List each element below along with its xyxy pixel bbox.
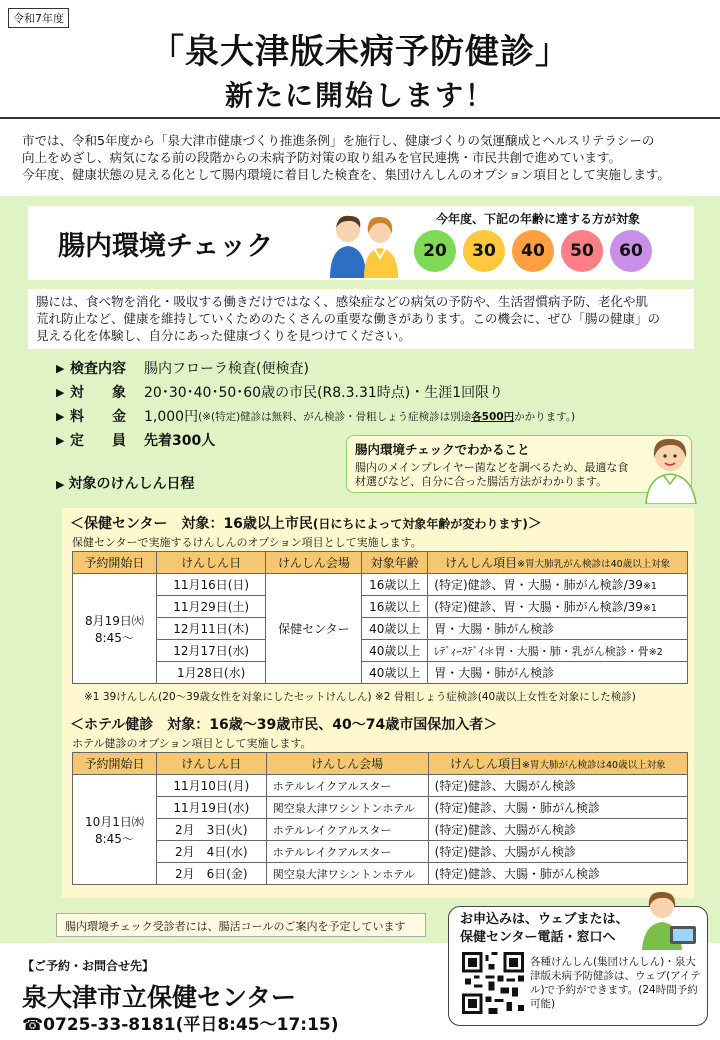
reservation-start-time: 8:45～ [94, 630, 134, 645]
exam-items-text: 胃・大腸・肺がん検診 [434, 666, 555, 680]
exam-venue: 関空泉大津ワシントンホテル [266, 863, 428, 885]
intro-line: 今年度、健康状態の見える化として腸内環境に着目した検査を、集団けんしんのオプション項目として実施します。 [22, 167, 670, 182]
exam-items-mark: ※1 [642, 581, 657, 592]
exam-items [428, 662, 688, 684]
hotel-table [72, 752, 688, 885]
hotel-note: ホテル健診のオプション項目として実施します。 [72, 737, 312, 750]
fee-note-amount: 各500円 [471, 410, 515, 423]
page-subtitle: 新たに開始します！ [224, 79, 495, 112]
gut-health-description [28, 289, 694, 349]
exam-items: (特定)健診、大腸がん検診 [428, 775, 687, 797]
target-age: 40歳以上 [362, 662, 428, 684]
contact-phone[interactable]: ☎0725-33-8181(平日8:45～17:15) [22, 1015, 339, 1035]
fee-note: (※(特定)健診は無料、がん検診・骨粗しょう症検診は別途 [198, 410, 472, 423]
exam-items-text: ﾚﾃﾞｨｰｽﾃﾞｲ＊胃・大腸・肺・乳がん検診・骨 [434, 644, 649, 658]
exam-venue: ホテルレイクアルスター [266, 775, 428, 797]
table-row [73, 662, 688, 684]
column-header: けんしん会場 [266, 753, 428, 775]
arrow-icon: ▶ [56, 361, 65, 375]
exam-date: 1月28日(水) [156, 662, 266, 684]
column-header-text: けんしん項目 [450, 757, 523, 771]
column-header: けんしん日 [156, 753, 266, 775]
reservation-start-cell [73, 775, 157, 885]
laptop-person-icon [636, 886, 700, 950]
arrow-icon: ▶ [56, 478, 65, 491]
gut-call-notice: 腸内環境チェック受診者には、腸活コールのご案内を予定しています [56, 913, 426, 937]
table-row [73, 819, 688, 841]
nurse-illustration-icon [640, 432, 704, 504]
exam-date: 11月19日(水) [156, 797, 266, 819]
schedule-heading [56, 473, 194, 493]
age-circle-60: 60 [610, 230, 652, 272]
health-center-title-note: (日にちによって対象年齢が変わります) [312, 517, 528, 531]
table-row [73, 640, 688, 662]
info-value: 先着300人 [144, 433, 216, 449]
target-age: 16歳以上 [362, 574, 428, 596]
bubble-title: 腸内環境チェックでわかること [355, 442, 530, 457]
health-center-heading [70, 513, 542, 533]
table-header-row [73, 552, 688, 574]
info-key: 料 金 [70, 409, 126, 425]
health-center-footnote: ※1 39けんしん(20～39歳女性を対象にしたセットけんしん) ※2 骨粗しょう症検診(40歳以上女性を対象にした検診) [84, 691, 636, 703]
reservation-start-date: 8月19日㈫ [84, 613, 144, 628]
table-row [73, 775, 688, 797]
exam-date: 12月17日(水) [156, 640, 266, 662]
table-row [73, 618, 688, 640]
table-header-row [73, 753, 688, 775]
reservation-start-time: 8:45～ [94, 831, 134, 846]
intro-line: 市では、令和5年度から「泉大津市健康づくり推進条例」を施行し、健康づくりの気運醸成とヘルスリテラシーの [22, 133, 655, 148]
table-row [73, 841, 688, 863]
exam-venue: ホテルレイクアルスター [266, 819, 428, 841]
application-heading-line: 保健センター電話・窓口へ [460, 930, 616, 945]
description-line: 見える化を体験し、自分にあった健康づくりを見つけてください。 [36, 328, 411, 343]
info-row-fee [56, 404, 696, 428]
info-row-exam [56, 356, 696, 380]
description-line: 腸には、食べ物を消化・吸収する働きだけではなく、感染症などの病気の予防や、生活習慣病予防、老化や肌 [36, 294, 649, 309]
exam-items: (特定)健診、大腸がん検診 [428, 819, 687, 841]
info-value: 腸内フローラ検査(便検査) [144, 361, 309, 377]
exam-items: (特定)健診、大腸・肺がん検診 [428, 797, 687, 819]
age-circle-20: 20 [414, 230, 456, 272]
exam-date: 11月29日(土) [156, 596, 266, 618]
column-header-text: けんしん項目 [445, 556, 518, 570]
application-heading-line: お申込みは、ウェブまたは、 [460, 912, 629, 927]
column-header: けんしん会場 [266, 552, 362, 574]
exam-items-text: (特定)健診、胃・大腸・肺がん検診/39 [434, 578, 643, 592]
info-key: 検査内容 [70, 361, 126, 377]
bubble-text: 腸内のメインプレイヤー菌などを調べるため、最適な食材選びなど、自分に合った腸活方法がわかります。 [355, 461, 629, 488]
intro-line: 向上をめざし、病気になる前の段階からの未病予防対策の取り組みを官民連携・市民共創で進めています。 [22, 150, 622, 165]
column-header-note: ※胃大肺がん検診は40歳以上対象 [522, 760, 666, 771]
arrow-icon: ▶ [56, 433, 65, 447]
exam-venue: 保健センター [266, 574, 362, 684]
age-caption: 今年度、下記の年齢に達する方が対象 [435, 212, 640, 226]
exam-items-text: 胃・大腸・肺がん検診 [434, 622, 555, 636]
column-header-note: ※胃大肺乳がん検診は40歳以上対象 [517, 559, 671, 570]
hotel-heading: ＜ホテル健診 対象：16歳～39歳市民、40～74歳市国保加入者＞ [70, 717, 498, 733]
column-header: けんしん日 [156, 552, 266, 574]
exam-items [428, 574, 688, 596]
schedule-heading-text: 対象のけんしん日程 [68, 476, 195, 492]
column-header: 予約開始日 [73, 552, 157, 574]
qr-code-icon[interactable] [462, 952, 524, 1014]
fee-note-end: かかります。) [514, 410, 576, 423]
health-center-note: 保健センターで実施するけんしんのオプション項目として実施します。 [72, 536, 422, 549]
table-row [73, 863, 688, 885]
exam-date: 2月 3日(火) [156, 819, 266, 841]
exam-items-mark: ※2 [648, 646, 663, 658]
arrow-icon: ▶ [56, 409, 65, 423]
reservation-start-date: 10月1日㈬ [84, 814, 144, 829]
exam-items-text: (特定)健診、胃・大腸・肺がん検診/39 [434, 600, 643, 614]
exam-date: 11月16日(日) [156, 574, 266, 596]
contact-organization: 泉大津市立保健センター [22, 983, 297, 1012]
exam-items [428, 596, 688, 618]
info-value: 1,000円 [144, 409, 199, 425]
info-key: 対 象 [70, 385, 126, 401]
target-age: 40歳以上 [362, 640, 428, 662]
exam-items: (特定)健診、大腸・肺がん検診 [428, 863, 687, 885]
health-center-title: ＜保健センター 対象：16歳以上市民 [70, 516, 313, 532]
age-circle-50: 50 [561, 230, 603, 272]
column-header: 対象年齢 [362, 552, 428, 574]
health-center-title-end: ＞ [527, 516, 542, 532]
exam-items [428, 640, 688, 662]
page-title: 「泉大津版未病予防健診」 [150, 32, 570, 72]
title-divider [0, 117, 720, 119]
column-header: 予約開始日 [73, 753, 157, 775]
column-header [428, 552, 688, 574]
age-circle-40: 40 [512, 230, 554, 272]
exam-venue: 関空泉大津ワシントンホテル [266, 797, 428, 819]
info-value: 20･30･40･50･60歳の市民(R8.3.31時点)・生涯1回限り [144, 385, 504, 401]
column-header [428, 753, 687, 775]
reservation-start-cell [73, 574, 157, 684]
application-heading [460, 911, 628, 947]
age-circle-30: 30 [463, 230, 505, 272]
exam-items: (特定)健診、大腸がん検診 [428, 841, 687, 863]
table-row [73, 797, 688, 819]
application-text: 各種けんしん(集団けんしん)・泉大津版未病予防健診は、ウェブ(アイテル)で予約ができます。(24時間予約可能) [530, 956, 701, 1010]
exam-items-mark: ※1 [642, 603, 657, 614]
exam-date: 2月 4日(水) [156, 841, 266, 863]
exam-date: 2月 6日(金) [156, 863, 266, 885]
exam-date: 12月11日(木) [156, 618, 266, 640]
target-age: 16歳以上 [362, 596, 428, 618]
health-center-table [72, 551, 688, 684]
description-line: 荒れ防止など、健康を維持していくためのたくさんの重要な働きがあります。この機会に、ぜひ「腸の健康」の [36, 311, 661, 326]
exam-date: 11月10日(月) [156, 775, 266, 797]
info-key: 定 員 [70, 433, 126, 449]
table-row [73, 596, 688, 618]
intro-paragraph [22, 132, 704, 183]
couple-illustration-icon [322, 208, 406, 278]
info-row-target [56, 380, 696, 404]
fiscal-year-tag: 令和7年度 [8, 8, 69, 28]
target-age: 40歳以上 [362, 618, 428, 640]
exam-venue: ホテルレイクアルスター [266, 841, 428, 863]
arrow-icon: ▶ [56, 385, 65, 399]
table-row [73, 574, 688, 596]
check-title: 腸内環境チェック [58, 231, 274, 262]
exam-items [428, 618, 688, 640]
contact-label: 【ご予約・お問合せ先】 [22, 959, 155, 973]
